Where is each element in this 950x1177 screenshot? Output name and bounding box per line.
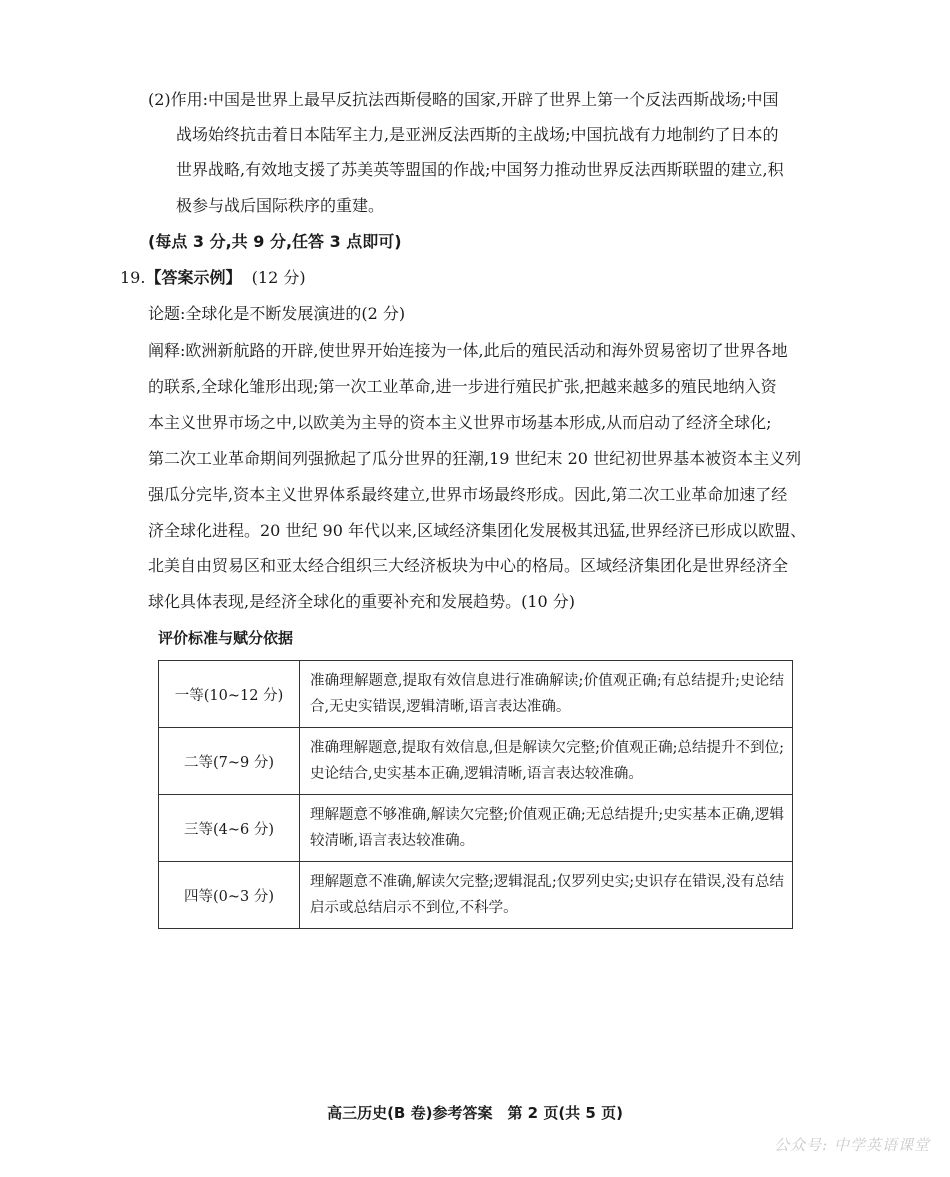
rubric-row [159,862,793,929]
part2-line-4: 极参与战后国际秩序的重建。 [176,196,385,215]
q19-number: 19. [120,268,146,287]
q19-header [120,268,306,288]
q19-explain-line-4: 第二次工业革命期间列强掀起了瓜分世界的狂潮,19 世纪末 20 世纪初世界基本被资本主义列 [148,449,802,468]
rubric-desc: 准确理解题意,提取有效信息进行准确解读;价值观正确;有总结提升;史论结合,无史实错误,逻辑清晰,语言表达准确。 [300,661,793,728]
rubric-row [159,728,793,795]
q19-explain-line-3: 本主义世界市场之中,以欧美为主导的资本主义世界市场基本形成,从而启动了经济全球化; [148,413,772,432]
rubric-row [159,661,793,728]
rubric-desc: 理解题意不够准确,解读欠完整;价值观正确;无总结提升;史实基本正确,逻辑较清晰,语言表达较准确。 [300,795,793,862]
q19-explain-line-7: 北美自由贸易区和亚太经合组织三大经济板块为中心的格局。区域经济集团化是世界经济全 [148,556,789,575]
q19-thesis: 论题:全球化是不断发展演进的(2 分) [148,304,406,323]
rubric-table [158,660,793,929]
rubric-level: 二等(7~9 分) [159,728,300,795]
rubric-title: 评价标准与赋分依据 [158,629,294,647]
q19-explain-line-6: 济全球化进程。20 世纪 90 年代以来,区域经济集团化发展极其迅猛,世界经济已形成以欧盟、 [148,521,807,540]
rubric-desc: 理解题意不准确,解读欠完整;逻辑混乱;仅罗列史实;史识存在错误,没有总结启示或总结启示不到位,不科学。 [300,862,793,929]
q19-points: (12 分) [251,268,306,287]
q19-explain-line-8: 球化具体表现,是经济全球化的重要补充和发展趋势。(10 分) [148,592,576,611]
part2-line-1: (2)作用:中国是世界上最早反抗法西斯侵略的国家,开辟了世界上第一个反法西斯战场;中国 [148,90,779,109]
watermark: 公众号: 中学英语课堂 [774,1136,930,1154]
q19-explain-line-5: 强瓜分完毕,资本主义世界体系最终建立,世界市场最终形成。因此,第二次工业革命加速了经 [148,485,788,504]
rubric-level: 三等(4~6 分) [159,795,300,862]
q19-explain-line-2: 的联系,全球化雏形出现;第一次工业革命,进一步进行殖民扩张,把越来越多的殖民地纳入资 [148,377,777,396]
rubric-row [159,795,793,862]
q19-explain-line-1: 阐释:欧洲新航路的开辟,使世界开始连接为一体,此后的殖民活动和海外贸易密切了世界各地 [148,341,788,360]
rubric-level: 四等(0~3 分) [159,862,300,929]
rubric-level: 一等(10~12 分) [159,661,300,728]
part2-line-2: 战场始终抗击着日本陆军主力,是亚洲反法西斯的主战场;中国抗战有力地制约了日本的 [176,125,779,144]
part2-score-note: (每点 3 分,共 9 分,任答 3 点即可) [148,232,402,251]
part2-line-3: 世界战略,有效地支援了苏美英等盟国的作战;中国努力推动世界反法西斯联盟的建立,积 [176,160,784,179]
rubric-desc: 准确理解题意,提取有效信息,但是解读欠完整;价值观正确;总结提升不到位;史论结合,史实基本正确,逻辑清晰,语言表达较准确。 [300,728,793,795]
page-footer: 高三历史(B 卷)参考答案 第 2 页(共 5 页) [327,1104,623,1122]
q19-answer-label: 【答案示例】 [145,268,242,287]
